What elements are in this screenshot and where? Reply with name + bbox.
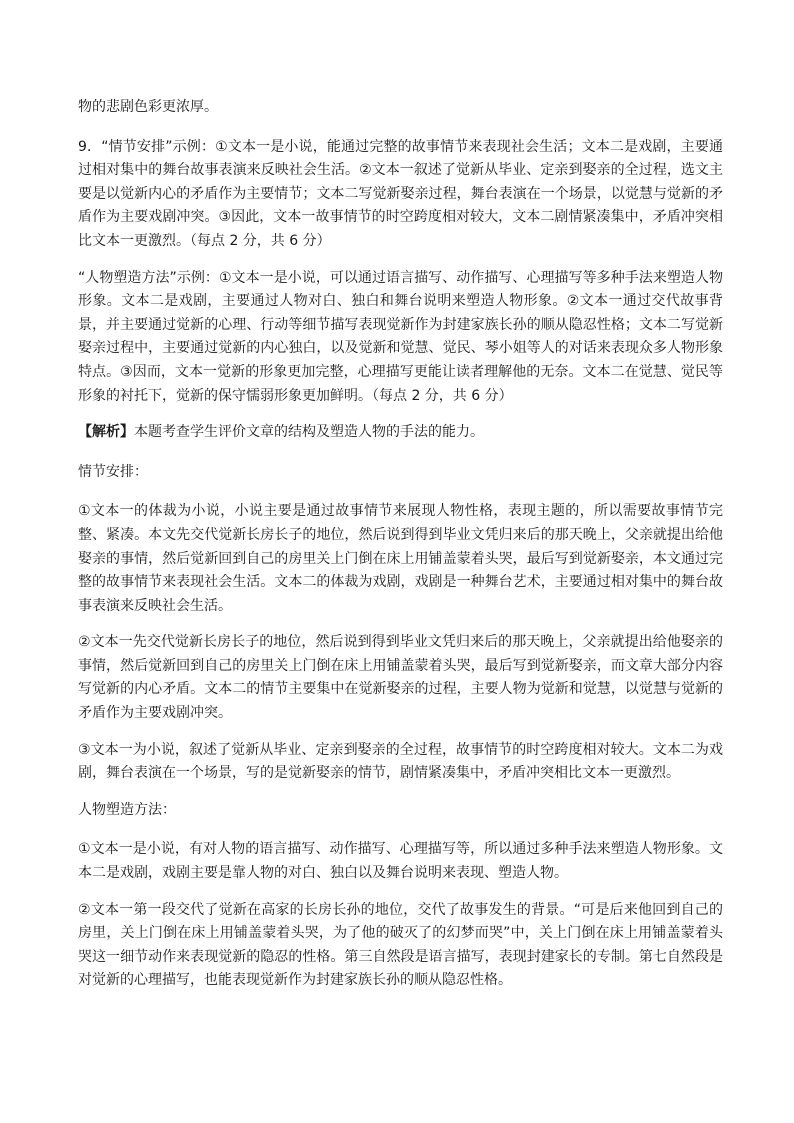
paragraph-analysis [78, 421, 723, 445]
paragraph-answer-character: “人物塑造方法”示例：①文本一是小说，可以通过语言描写、动作描写、心理描写等多种手法来塑造人物形象。文本二是戏剧，主要通过人物对白、独白和舞台说明来塑造人物形象。②文本一通过交代故事背景，并主要通过觉新的心理、行动等细节描写表现觉新作为封建家族长孙的顺从隐忍性格；文本二写觉新娶亲过程中，主要通过觉新的内心独白，以及觉新和觉慧、觉民、琴小姐等人的对话来表现众多人物形象特点。③因而，文本一觉新的形象更加完整，心理描写更能让读者理解他的无奈。文本二在觉慧、觉民等形象的衬托下，觉新的保守懦弱形象更加鲜明。（每点 2 分，共 6 分） [78, 269, 723, 404]
paragraph-intro-ending: 物的悲剧色彩更浓厚。 [78, 99, 218, 115]
paragraph-character-point-2: ②文本一第一段交代了觉新在高家的长房长孙的地位，交代了故事发生的背景。“可是后来他回到自己的房里，关上门倒在床上用铺盖蒙着头哭，为了他的破灭了的幻梦而哭”中，关上门倒在床上用铺盖蒙着头哭这一细节动作来表现觉新的隐忍的性格。第三自然段是语言描写，表现封建家长的专制。第七自然段是对觉新的心理描写，也能表现觉新作为封建家族长孙的顺从隐忍性格。 [78, 901, 723, 989]
paragraph-plot-point-3: ③文本一为小说，叙述了觉新从毕业、定亲到娶亲的全过程，故事情节的时空跨度相对较大。文本二为戏剧，舞台表演在一个场景，写的是觉新娶亲的情节，剧情紧凑集中，矛盾冲突相比文本一更激烈。 [78, 741, 723, 782]
document-body [78, 96, 723, 1006]
analysis-label: 【解析】 [78, 424, 134, 441]
paragraph-character-point-1: ①文本一是小说，有对人物的语言描写、动作描写、心理描写等，所以通过多种手法来塑造人物形象。文本二是戏剧，戏剧主要是靠人物的对白、独白以及舞台说明来表现、塑造人物。 [78, 841, 723, 882]
paragraph-plot-point-1: ①文本一的体裁为小说，小说主要是通过故事情节来展现人物性格，表现主题的，所以需要故事情节完整、紧凑。本文先交代觉新长房长子的地位，然后说到得到毕业文凭归来后的那天晚上，父亲就提出给他娶亲的事情，然后觉新回到自己的房里关上门倒在床上用铺盖蒙着头哭，最后写到觉新娶亲，本文通过完整的故事情节来表现社会生活。文本二的体裁为戏剧，戏剧是一种舞台艺术，主要通过相对集中的舞台故事表演来反映社会生活。 [78, 503, 723, 614]
analysis-text: 本题考查学生评价文章的结构及塑造人物的手法的能力。 [134, 424, 484, 441]
heading-plot-arrangement: 情节安排： [78, 463, 148, 480]
paragraph-answer-plot: 9．“情节安排”示例：①文本一是小说，能通过完整的故事情节来表现社会生活；文本二是戏剧，主要通过相对集中的舞台故事表演来反映社会生活。②文本一叙述了觉新从毕业、定亲到娶亲的全过程，选文主要是以觉新内心的矛盾作为主要情节；文本二写觉新娶亲过程，舞台表演在一个场景，以觉慧与觉新的矛盾作为主要戏剧冲突。③因此，文本一故事情节的时空跨度相对较大，文本二剧情紧凑集中，矛盾冲突相比文本一更激烈。（每点 2 分，共 6 分） [78, 138, 723, 249]
heading-character-methods: 人物塑造方法： [78, 801, 176, 818]
paragraph-plot-point-2: ②文本一先交代觉新长房长子的地位，然后说到得到毕业文凭归来后的那天晚上，父亲就提出给他娶亲的事情，然后觉新回到自己的房里关上门倒在床上用铺盖蒙着头哭，最后写到觉新娶亲，而文章大部分内容写觉新的内心矛盾。文本二的情节主要集中在觉新娶亲的过程，主要人物为觉新和觉慧，以觉慧与觉新的矛盾作为主要戏剧冲突。 [78, 634, 723, 722]
